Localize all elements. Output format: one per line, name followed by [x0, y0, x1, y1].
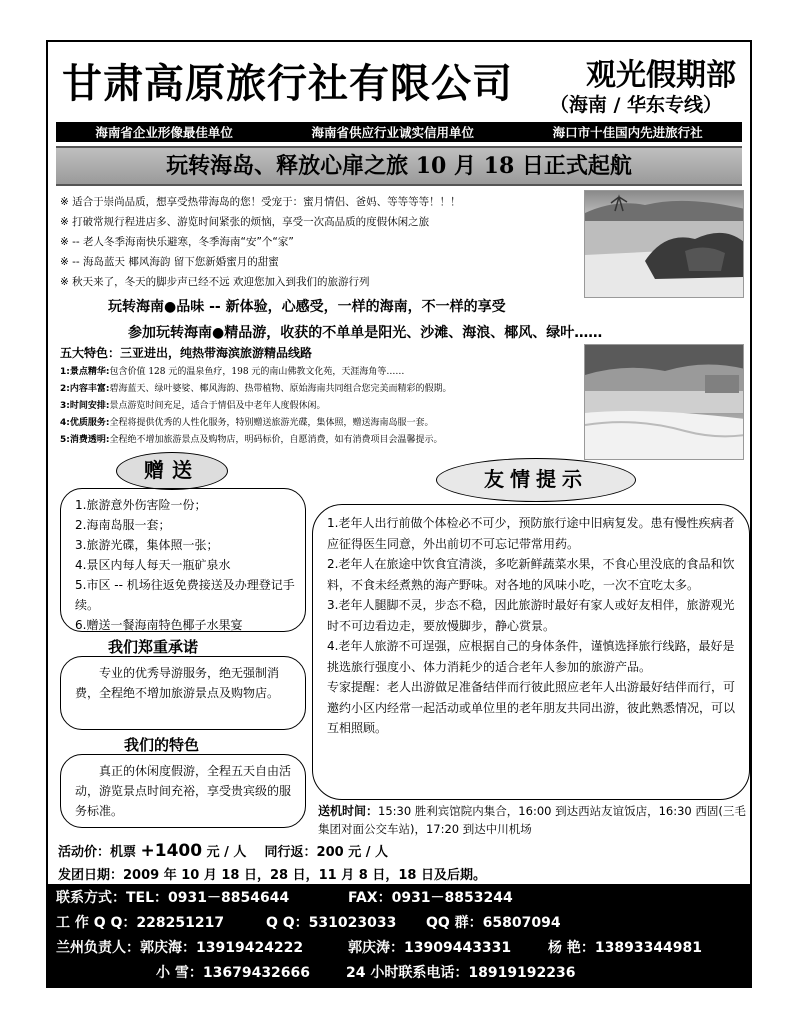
tip-item: 专家提醒：老人出游做足准备结伴而行彼此照应老年人出游最好结伴而行，可邀约小区内经常一起活动或单位里的老年朋友共同出游，彼此熟悉情况，可以互相照顾。: [327, 680, 736, 735]
pickup-label: 送机时间：: [318, 804, 379, 818]
award-item: 海口市十佳国内先进旅行社: [552, 125, 703, 140]
contact-manager-1: 兰州负责人：郭庆海：13919424222: [56, 940, 304, 956]
special-text: 真正的休闲度假游，全程五天自由活动，游览景点时间充裕，享受贵宾级的服务标准。: [75, 764, 292, 818]
play-hainan-line-2: 参加玩转海南●精品游，收获的不单单是阳光、沙滩、海浪、椰风、绿叶……: [128, 325, 603, 341]
contact-24h-hotline: 24 小时联系电话：18919192236: [346, 965, 576, 981]
awards-bar: [56, 122, 742, 142]
contact-row: [56, 911, 742, 936]
gift-item: 2.海南岛服一套；: [75, 518, 171, 532]
feature-item: 3:时间安排:景点游览时间充足，适合于情侣及中老年人度假休闲。: [60, 401, 326, 411]
gift-item: 3.旅游光碟，集体照一张；: [75, 538, 219, 552]
contact-tel: 联系方式：TEL：0931－8854644: [56, 890, 290, 906]
header: [48, 42, 750, 124]
contact-block: [48, 884, 750, 988]
intro-bullet: ※ 打破常规行程进店多、游览时间紧张的烦恼，享受一次高品质的度假休闲之旅: [60, 216, 430, 228]
beach-coast-photo: [584, 344, 744, 460]
pickup-text: 15:30 胜利宾馆院内集合，16:00 到达西站友谊饭店，16:30 西固(三毛集团对面公交车站)，17:20 到达中川机场: [318, 804, 746, 836]
contact-qq-group: QQ 群：65807094: [426, 915, 561, 931]
contact-qq-2: Q Q：531023033: [266, 915, 397, 931]
feature-item: 1:景点精华:包含价值 128 元的温泉鱼疗，198 元的南山佛教文化苑，天涯海角等……: [60, 367, 405, 377]
airport-transfer-time: [318, 802, 748, 838]
award-item: 海南省企业形像最佳单位: [95, 125, 233, 140]
beach-rocks-illustration: [585, 191, 744, 298]
feature-item: 5:消费透明:全程绝不增加旅游景点及购物店，明码标价，自愿消费，如有消费项目会温馨提示。: [60, 435, 443, 445]
feature-item: 4:优质服务:全程将提供优秀的人性化服务，特别赠送旅游光碟，集体照，赠送海南岛服一套。: [60, 418, 434, 428]
tips-box: [312, 504, 750, 800]
contact-row: [56, 886, 742, 911]
intro-bullet: ※ 秋天来了，冬天的脚步声已经不远 欢迎您加入到我们的旅游行列: [60, 276, 370, 288]
contact-row: [56, 961, 742, 986]
gift-item: 6.赠送一餐海南特色椰子水果宴: [75, 618, 243, 632]
beach-rocks-photo: [584, 190, 744, 298]
contact-manager-2: 郭庆涛：13909443331: [348, 940, 512, 956]
gift-item: 1.旅游意外伤害险一份；: [75, 498, 207, 512]
contact-manager-4: 小 雪：13679432666: [156, 965, 311, 981]
slogan-banner: 玩转海岛、释放心扉之旅 10 月 18 日正式起航: [56, 146, 742, 186]
tip-item: 3.老年人腿脚不灵，步态不稳，因此旅游时最好有家人或好友相伴，旅游观光时不可边看边走，要放慢脚步，静心赏景。: [327, 598, 735, 633]
department-title: 观光假期部: [586, 58, 736, 93]
flyer: [46, 40, 752, 988]
price-amount: +1400: [140, 841, 203, 861]
special-box: [60, 754, 306, 828]
intro-bullet: ※ 适合于崇尚品质，想享受热带海岛的您！受宠于：蜜月情侣、爸妈、等等等等！！！: [60, 196, 461, 208]
gifts-box: [60, 488, 306, 632]
contact-fax: FAX：0931－8853244: [348, 890, 513, 906]
contact-manager-3: 杨 艳：13893344981: [548, 940, 703, 956]
price-label: 活动价：机票: [58, 845, 141, 860]
gift-item: 4.景区内每人每天一瓶矿泉水: [75, 558, 231, 572]
beach-coast-illustration: [585, 345, 744, 460]
contact-qq-1: 工 作 Q Q：228251217: [56, 915, 225, 931]
tip-item: 1.老年人出行前做个体检必不可少，预防旅行途中旧病复发。患有慢性疾病者应征得医生同意，外出前切不可忘记带常用药。: [327, 516, 735, 551]
tip-item: 2.老年人在旅途中饮食宜清淡，多吃新鲜蔬菜水果，不食心里没底的食品和饮料，不食未经煮熟的海产野味。对各地的风味小吃，一次不宜吃太多。: [327, 557, 735, 592]
tip-item: 4.老年人旅游不可逞强，应根据自己的身体条件，谨慎选择旅行线路，最好是挑选旅行强度小、体力消耗少的适合老年人参加的旅游产品。: [327, 639, 735, 674]
intro-bullet: ※ -- 海岛蓝天 椰风海韵 留下您新婚蜜月的甜蜜: [60, 256, 279, 268]
tips-title: 友情提示: [436, 458, 636, 502]
promise-box: [60, 656, 306, 730]
promise-title: 我们郑重承诺: [108, 638, 199, 656]
peer-return: 同行返：200 元 / 人: [264, 845, 388, 860]
promise-text: 专业的优秀导游服务，绝无强制消费，全程绝不增加旅游景点及购物店。: [75, 666, 280, 700]
gift-item: 5.市区 -- 机场往返免费接送及办理登记手续。: [75, 578, 295, 612]
intro-bullet: ※ -- 老人冬季海南快乐避寒，冬季海南“安”个“家”: [60, 236, 294, 248]
price-unit: 元 / 人: [202, 845, 247, 860]
award-item: 海南省供应行业诚实信用单位: [311, 125, 474, 140]
features-list: [60, 364, 580, 449]
department-subtitle: （海南 / 华东专线）: [549, 94, 722, 116]
feature-item: 2:内容丰富:碧海蓝天、绿叶婆娑、椰风海韵、热带植物、原始海南共同组合您完美而精彩的假期。: [60, 384, 452, 394]
intro-bullets: [60, 192, 582, 292]
special-title: 我们的特色: [124, 736, 200, 754]
contact-row: [56, 936, 742, 961]
price-line: [58, 841, 388, 861]
features-title: 五大特色：三亚进出，纯热带海滨旅游精品线路: [60, 346, 313, 360]
play-hainan-line-1: 玩转海南●品味 -- 新体验，心感受，一样的海南，不一样的享受: [108, 299, 506, 315]
gifts-title: 赠送: [116, 452, 228, 490]
departure-dates: 发团日期：2009 年 10 月 18 日，28 日，11 月 8 日，18 日及后期。: [58, 868, 486, 883]
company-name: 甘肃高原旅行社有限公司: [62, 61, 513, 107]
